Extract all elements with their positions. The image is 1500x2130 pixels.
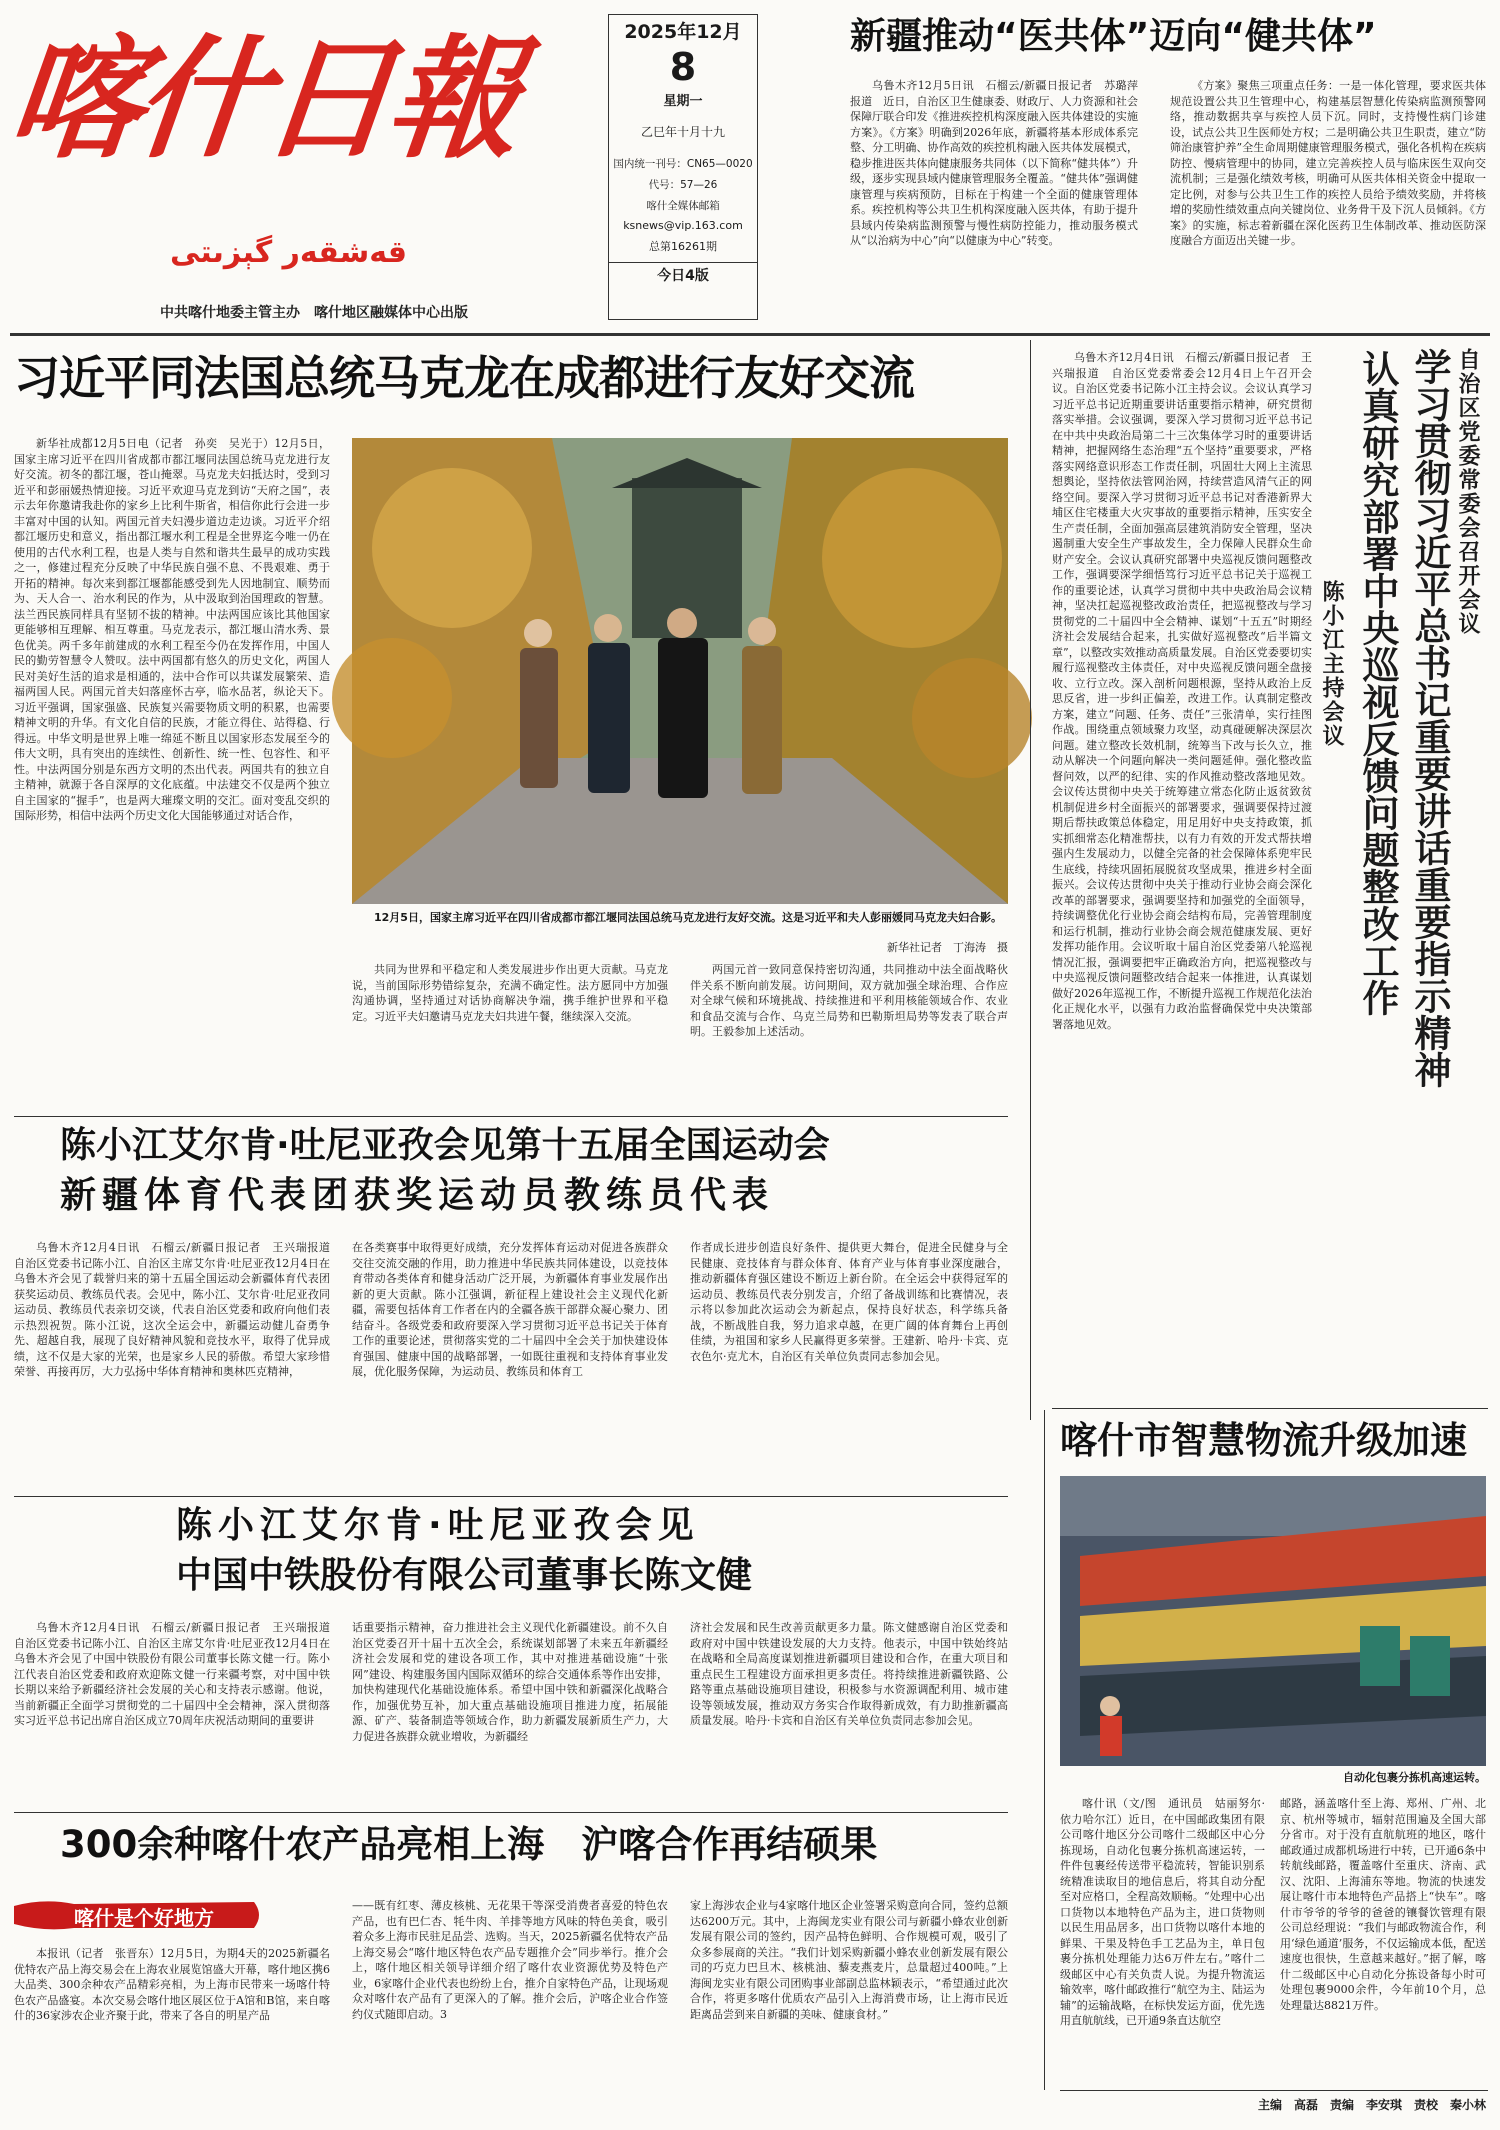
sports-col3: 作者成长进步创造良好条件、提供更大舞台，促进全民健身与全民健康、竞技体育与群众体育、体育产业与体育事业深度融合，推动新疆体育强区建设不断迈上新台阶。在全运会中获得冠军的运动员、教练员代表分别发言，介绍了备战训练和比赛情况，表示将以参加此次运动会为新起点，保持良好状态，科学练兵备战，不断战胜自我，努力追求卓越，在更广阔的体育舞台上再创佳绩，为祖国和家乡人民赢得更多荣誉。王建新、哈丹·卡宾、克衣色尔·克尤木，自治区有关单位负责同志参加会见。 [690, 1241, 1008, 1363]
agri-col3: 家上海涉农企业与4家喀什地区企业签署采购意向合同，签约总额达6200万元。其中，上海闽龙实业有限公司与新疆小蜂农业创新发展有限公司的签约，因产品特色鲜明、合作规模可观，吸引了众多参展商的关注。“我们计划采购新疆小蜂农业创新发展有限公司的巧克力巴旦木、核桃油、藜麦燕麦片，总量超过400吨。”上海闽龙实业有限公司团购事业部副总监林颖表示，“希望通过此次合作，将更多喀什优质农产品引入上海消费市场，让上海市民近距离品尝到来自新疆的美味、健康食材。” [690, 1899, 1008, 2021]
date-weekday: 星期一 [663, 94, 703, 109]
sports-col1: 乌鲁木齐12月4日讯 石榴云/新疆日报记者 王兴瑞报道 自治区党委书记陈小江、自治区主席艾尔肯·吐尼亚孜12月4日在乌鲁木齐会见了载誉归来的第十五届全国运动会新疆体育代表团获奖运动员、教练员代表。会见中，陈小江、艾尔肯·吐尼亚孜同运动员、教练员代表亲切交谈，代表自治区党委和政府向他们表示热烈祝贺。陈小江说，这次全运会中，新疆运动健儿奋勇争先、超越自我，展现了良好精神风貌和竞技水平，取得了优异成绩，这不仅是大家的光荣，也是家乡人民的骄傲。希望大家珍惜荣誉、再接再厉，大力弘扬中华体育精神和奥林匹克精神， [14, 1241, 341, 1378]
logistics-headline: 喀什市智慧物流升级加速 [1060, 1419, 1467, 1462]
railway-col3: 济社会发展和民生改善贡献更多力量。陈文健感谢自治区党委和政府对中国中铁建设发展的大力支持。他表示，中国中铁始终站在战略和全局高度谋划推进新疆项目建设和合作，在重大项目和重点民生工程建设方面承担更多责任。将持续推进新疆铁路、公路等重点基础设施项目建设，积极参与水资源调配利用、城市建设等领域发展，推动双方务实合作取得新成效，有力助推新疆高质量发展。哈丹·卡宾和自治区有关单位负责同志参加会见。 [690, 1621, 1008, 1727]
top-story-col1: 乌鲁木齐12月5日讯 石榴云/新疆日报记者 苏璐萍报道 近日，自治区卫生健康委、财政厅、人力资源和社会保障厅联合印发《推进疾控机构深度融入医共体建设的实施方案》。《方案》明确到2026年底，新疆将基本形成体系完整、分工明确、协作高效的疾控机构融入医共体发展模式，稳步推进医共体向健康服务共同体（以下简称“健共体”）升级，逐步实现县域内健康管理服务全覆盖。“健共体”强调健康管理与疾病预防，目标在于构建一个全面的健康管理体系。疾控机构等公共卫生机构深度融入医共体，有助于提升县域内传染病监测预警与慢性病防控能力，推动服务模式从“以治病为中心”向“以健康为中心”转变。 [850, 79, 1138, 247]
sports-top-rule [14, 1116, 1008, 1117]
footer-rule [1060, 2090, 1488, 2091]
top-story-col2: 《方案》聚焦三项重点任务：一是一体化管理，要求医共体规范设置公共卫生管理中心，构建基层智慧化传染病监测预警网络，推动数据共享与疾控人员下沉。同时，支持慢性病门诊建设，试点公共卫生医师处方权；二是明确公共卫生职责，建立“防筛治康管护养”全生命周期健康管理服务模式，强化各机构在疾病防控、慢病管理中的协同，建立完善疾控人员与临床医生双向交流机制；三是强化绩效考核，明确可从医共体相关资金中提取一定比例，对参与公共卫生工作的疾控人员给予绩效奖励，并将核增的奖励性绩效重点向关键岗位、业务骨干及下沉人员倾斜。《方案》的实施，标志着新疆在深化医药卫生体制改革、推动医防深度融合方面迈出关键一步。 [1170, 79, 1486, 247]
logistics-col2: 邮路，涵盖喀什至上海、郑州、广州、北京、杭州等城市，辐射范围遍及全国大部分省市。对于没有直航航班的地区，喀什邮政通过成都机场进行中转，已开通6条中转航线邮路，覆盖喀什至重庆、济南、武汉、沈阳、上海浦东等地。物流的快速发展让喀什市本地特色产品搭上“快车”。喀什市爷爷的爷爷的爸爸的镶餐饮管理有限公司总经理说：“我们与邮政物流合作，利用‘绿色通道’服务，不仅运输成本低，配送速度也很快，生意越来越好。”据了解，喀什二级邮区中心自动化分拣设备每小时可处理包裹9000余件，今年前10个月，总处理量达8821万件。 [1280, 1797, 1486, 2012]
masthead [1, 10, 620, 330]
logistics-col1: 喀什讯（文/图 通讯员 姑丽努尔·依力哈尔江）近日，在中国邮政集团有限公司喀什地区分公司喀什二级邮区中心分拣现场，自动化包裹分拣机高速运转，一件件包裹经传送带平稳流转，智能识别系统精准读取目的地信息后，将其自动分配至对应格口，全程高效顺畅。“处理中心出口货物以本地特色产品为主，进口货物则以民生用品居多，出口货物以喀什本地的鲜果、干果及特色手工艺品为主，单日包裹分拣机处理能力达6万件左右。”喀什二级邮区中心有关负责人说。为提升物流运输效率，喀什邮政推行“航空为主、陆运为辅”的运输战略，在标快发运方面，优先选用直航航线，已开通9条直达航空 [1060, 1797, 1265, 2027]
right-subheadline: 陈小江主持会议 [1319, 580, 1344, 748]
right-headline2: 认真研究部署中央巡视反馈问题整改工作 [1356, 350, 1399, 1016]
agri-banner-text: 喀什是个好地方 [74, 1906, 214, 1930]
agri-col2: ——既有红枣、薄皮核桃、无花果干等深受消费者喜爱的特色农产品，也有巴仁杏、牦牛肉、羊排等地方风味的特色美食，吸引着众多上海市民驻足品尝、选购。当天，2025新疆名优特农产品上海交易会“喀什地区特色农产品专题推介会”同步举行。推介会上，喀什地区相关领导详细介绍了喀什农业资源优势及特色产业，6家喀什企业代表也纷纷上台，推介自家特色产品，让现场观众对喀什农产品有了更深入的了解。推介会后，沪喀企业合作签约仪式随即启动。3 [352, 1899, 668, 2021]
date-day: 8 [669, 45, 697, 89]
lead-photo-credit: 新华社记者 丁海涛 摄 [887, 941, 1008, 954]
lead-col3: 两国元首一致同意保持密切沟通，共同推动中法全面战略伙伴关系不断向前发展。访问期间，双方就加强全球治理、合作应对全球气候和环境挑战、持续推进和平利用核能领域合作、农业和食品交流与合作、乌克兰局势和巴勒斯坦局势等发表了联合声明。王毅参加上述活动。 [690, 963, 1008, 1038]
page-count: 今日4版 [609, 262, 757, 285]
postal-code: 代号：57—26 [648, 179, 718, 191]
logistics-photo [1060, 1476, 1486, 1766]
publisher: 喀什全媒体邮箱 [646, 200, 720, 212]
logistics-caption: 自动化包裹分拣机高速运转。 [1343, 1771, 1486, 1784]
sports-headline2: 新疆体育代表团获奖运动员教练员代表 [60, 1175, 775, 1216]
lead-photo-caption: 12月5日，国家主席习近平在四川省成都市都江堰同法国总统马克龙进行友好交流。这是习近平和夫人彭丽媛同马克龙夫妇合影。 [374, 911, 1002, 924]
sports-col2: 在各类赛事中取得更好成绩，充分发挥体育运动对促进各族群众交往交流交融的作用，助力推进中华民族共同体建设，以竞技体育带动各类体育和健身活动广泛开展，为新疆体育事业发展作出新的更大贡献。陈小江强调，新征程上建设社会主义现代化新疆，需要包括体育工作者在内的全疆各族干部群众凝心聚力、团结奋斗。各级党委和政府要深入学习贯彻习近平总书记关于体育工作的重要论述，贯彻落实党的二十届四中全会关于加快建设体育强国、健康中国的战略部署，一如既往重视和支持体育事业发展，优化服务保障，为运动员、教练员和体育工 [352, 1241, 668, 1378]
railway-col2: 话重要指示精神，奋力推进社会主义现代化新疆建设。前不久自治区党委召开十届十五次全会，系统谋划部署了未来五年新疆经济社会发展和党的建设各项工作，其中对推进基础设施“十张网”建设、构建服务国内国际双循环的综合交通体系等作出安排，加快构建现代化基础设施体系。希望中国中铁和新疆深化战略合作，加强优势互补，加大重点基础设施项目推进力度，拓展能源、矿产、装备制造等领域合作，助力新疆发展新质生产力，大力促进各族群众就业增收，为新疆经 [352, 1621, 668, 1743]
masthead-rule [10, 333, 1490, 336]
right-headline1: 学习贯彻习近平总书记重要讲话重要指示精神 [1408, 348, 1451, 1088]
date-box [608, 14, 758, 320]
uyghur-logo: قەشقەر گېزىتى [170, 235, 408, 270]
lead-headline: 习近平同法国总统马克龙在成都进行友好交流 [14, 351, 914, 405]
right-story-rule [1052, 1408, 1488, 1409]
sports-headline1: 陈小江艾尔肯·吐尼亚孜会见第十五届全国运动会 [60, 1125, 830, 1166]
sponsor-line: 中共喀什地委主管主办 喀什地区融媒体中心出版 [160, 305, 468, 321]
railway-headline1: 陈小江艾尔肯·吐尼亚孜会见 [176, 1505, 700, 1546]
right-story-body: 乌鲁木齐12月4日讯 石榴云/新疆日报记者 王兴瑞报道 自治区党委常委会12月4日上午召开会议。自治区党委书记陈小江主持会议。会议认真学习习近平总书记近期重要讲话重要指示精神，研究贯彻落实举措。会议强调，要深入学习贯彻习近平总书记在中共中央政治局第二十三次集体学习时的重要讲话精神，把握网络生态治理“五个坚持”重要要求，严格落实网络意识形态工作责任制，巩固壮大网上主流思想舆论，坚持依法管网治网，持续营造风清气正的网络空间。要深入学习贯彻习近平总书记对香港新界大埔区住宅楼重大火灾事故的重要指示精神，压实安全生产责任制，全面加强高层建筑消防安全管理，坚决遏制重大安全生产事故发生，全力保障人民群众生命财产安全。会议认真研究部署中央巡视反馈问题整改工作，强调要深学细悟笃行习近平总书记关于巡视工作的重要论述，认真学习贯彻中共中央政治局会议精神，坚决扛起巡视整改政治责任，把巡视整改与学习贯彻党的二十届四中全会精神、谋划“十五五”时期经济社会发展结合起来，扎实做好巡视整改“后半篇文章”，以整改实效推动高质量发展。自治区党委要切实履行巡视整改主体责任，对中央巡视反馈问题全盘接收、立行立改。深入剖析问题根源，坚持从政治上反思反省，进一步纠正偏差，改进工作。认真制定整改方案，建立“问题、任务、责任”三张清单，实行挂图作战。围绕重点领域聚力攻坚，动真碰硬解决深层次问题。建立整改长效机制，统筹当下改与长久立，推动从解决一个问题向解决一类问题延伸。强化整改监督问效，以严的纪律、实的作风推动整改落地见效。会议传达贯彻中央关于统筹建立常态化防止返贫致贫机制促进乡村全面振兴的部署要求，强调要保持过渡期后帮扶政策总体稳定，用足用好中央支持政策，抓实抓细常态化精准帮扶，以有力有效的开发式帮扶增强内生发展动力，以健全完备的社会保障体系兜牢民生底线，持续巩固拓展脱贫攻坚成果，推进乡村全面振兴。会议传达贯彻中央关于推动行业协会商会深化改革的部署要求，强调要坚持和加强党的全面领导，持续调整优化行业协会商会结构布局，完善管理制度和运行机制，推动行业协会商会规范健康发展、更好发挥功能作用。会议听取十届自治区党委第八轮巡视情况汇报，强调要把牢正确政治方向，把巡视整改与中央巡视反馈问题整改结合起来一体推进，认真谋划做好2026年巡视工作，不断提升巡视工作规范化法治化正规化水平，以强有力政治监督确保党中央决策部署落地见效。 [1052, 351, 1312, 1031]
lead-photo [352, 438, 1008, 904]
footer-credits: 主编 高磊 责编 李安琪 责校 秦小林 [1257, 2098, 1486, 2112]
issue-number: 总第16261期 [649, 240, 717, 253]
photo-illustration [352, 438, 1008, 904]
agri-col1: 本报讯（记者 张晋东）12月5日，为期4天的2025新疆名优特农产品上海交易会在上海农业展览馆盛大开幕，喀什地区携6大品类、300余种农产品精彩亮相，为上海市民带来一场喀什特色农产品盛宴。本次交易会喀什地区展区位于A馆和B馆，来自喀什的36家涉农企业齐聚于此，带来了各自的明星产品 [14, 1947, 330, 2022]
date-lunar: 乙巳年十月十九 [640, 125, 725, 139]
top-story-headline: 新疆推动“医共体”迈向“健共体” [850, 16, 1377, 57]
railway-top-rule [14, 1496, 1008, 1497]
sorting-machine-illustration [1060, 1476, 1486, 1766]
right-kicker: 自治区党委常委会召开会议 [1455, 348, 1480, 636]
agri-banner [14, 1898, 264, 1932]
cn-code: 国内统一刊号：CN65—0020 [613, 158, 753, 170]
right-col-divider-lower [1044, 1410, 1045, 2090]
date-year-month: 2025年12月 [624, 21, 742, 43]
lead-right-divider [1030, 340, 1031, 1420]
newspaper-logo: 喀什日報 [1, 22, 523, 177]
lead-col1: 新华社成都12月5日电（记者 孙奕 吴光于）12月5日，国家主席习近平在四川省成都市都江堰同法国总统马克龙进行友好交流。初冬的都江堰，苍山掩翠。马克龙夫妇抵达时，受到习近平和彭丽媛热情迎接。习近平欢迎马克龙到访“天府之国”，表示去年你邀请我赴你的家乡上比利牛斯省，相信你此行会进一步丰富对中国的认知。两国元首夫妇漫步道边走边谈。习近平介绍都江堰历史和意义，指出都江堰水利工程是全世界迄今唯一仍在使用的古代水利工程，也是人类与自然和谐共生最早的成功实践之一，修建过程充分反映了中华民族自强不息、不畏艰难、勇于开拓的精神。每次来到都江堰都能感受到先人因地制宜、顺势而为、天人合一、治水利民的作为，从中汲取到治国理政的智慧。法兰西民族同样具有坚韧不拔的精神。中法两国应该比其他国家更能够相互理解、相互尊重。马克龙表示，都江堰山清水秀、景色优美。两千多年前建成的水利工程至今仍在发挥作用，中国人民的勤劳智慧令人赞叹。法中两国都有悠久的历史文化，两国人民对美好生活的追求是相通的，法中合作可以共谋发展繁荣、造福两国人民。两国元首夫妇落座怀古亭，临水品茗，纵论天下。习近平强调，国家强盛、民族复兴需要物质文明的积累，也需要精神文明的升华。有文化自信的民族，才能立得住、站得稳、行得远。中华文明是世界上唯一绵延不断且以国家形态发展至今的伟大文明，具有突出的连续性、创新性、统一性、包容性、和平性。中法两国分别是东西方文明的杰出代表。两国共有的独立自主精神，就源于各自深厚的文化底蕴。中法建交不仅是两个独立自主国家的“握手”，也是两大璀璨文明的交汇。面对变乱交织的国际形势，相信中法两个历史文化大国能够通过对话合作， [14, 437, 330, 822]
email: ksnews@vip.163.com [623, 219, 743, 232]
railway-headline2: 中国中铁股份有限公司董事长陈文健 [176, 1555, 753, 1596]
agri-headline: 300余种喀什农产品亮相上海 沪喀合作再结硕果 [60, 1823, 878, 1866]
lead-col2: 共同为世界和平稳定和人类发展进步作出更大贡献。马克龙说，当前国际形势错综复杂，充满不确定性。法方愿同中方加强沟通协调，坚持通过对话协商解决争端，携手维护世界和平稳定。习近平夫妇邀请马克龙夫妇共进午餐，继续深入交流。 [352, 963, 668, 1023]
agri-top-rule [14, 1812, 1008, 1813]
railway-col1: 乌鲁木齐12月4日讯 石榴云/新疆日报记者 王兴瑞报道 自治区党委书记陈小江、自治区主席艾尔肯·吐尼亚孜12月4日在乌鲁木齐会见了中国中铁股份有限公司董事长陈文健一行。陈小江代表自治区党委和政府欢迎陈文健一行来疆考察，对中国中铁长期以来给予新疆经济社会发展的关心和支持表示感谢。他说，当前新疆正全面学习贯彻党的二十届四中全会精神，深入贯彻落实习近平总书记出席自治区成立70周年庆祝活动期间的重要讲 [14, 1621, 341, 1727]
